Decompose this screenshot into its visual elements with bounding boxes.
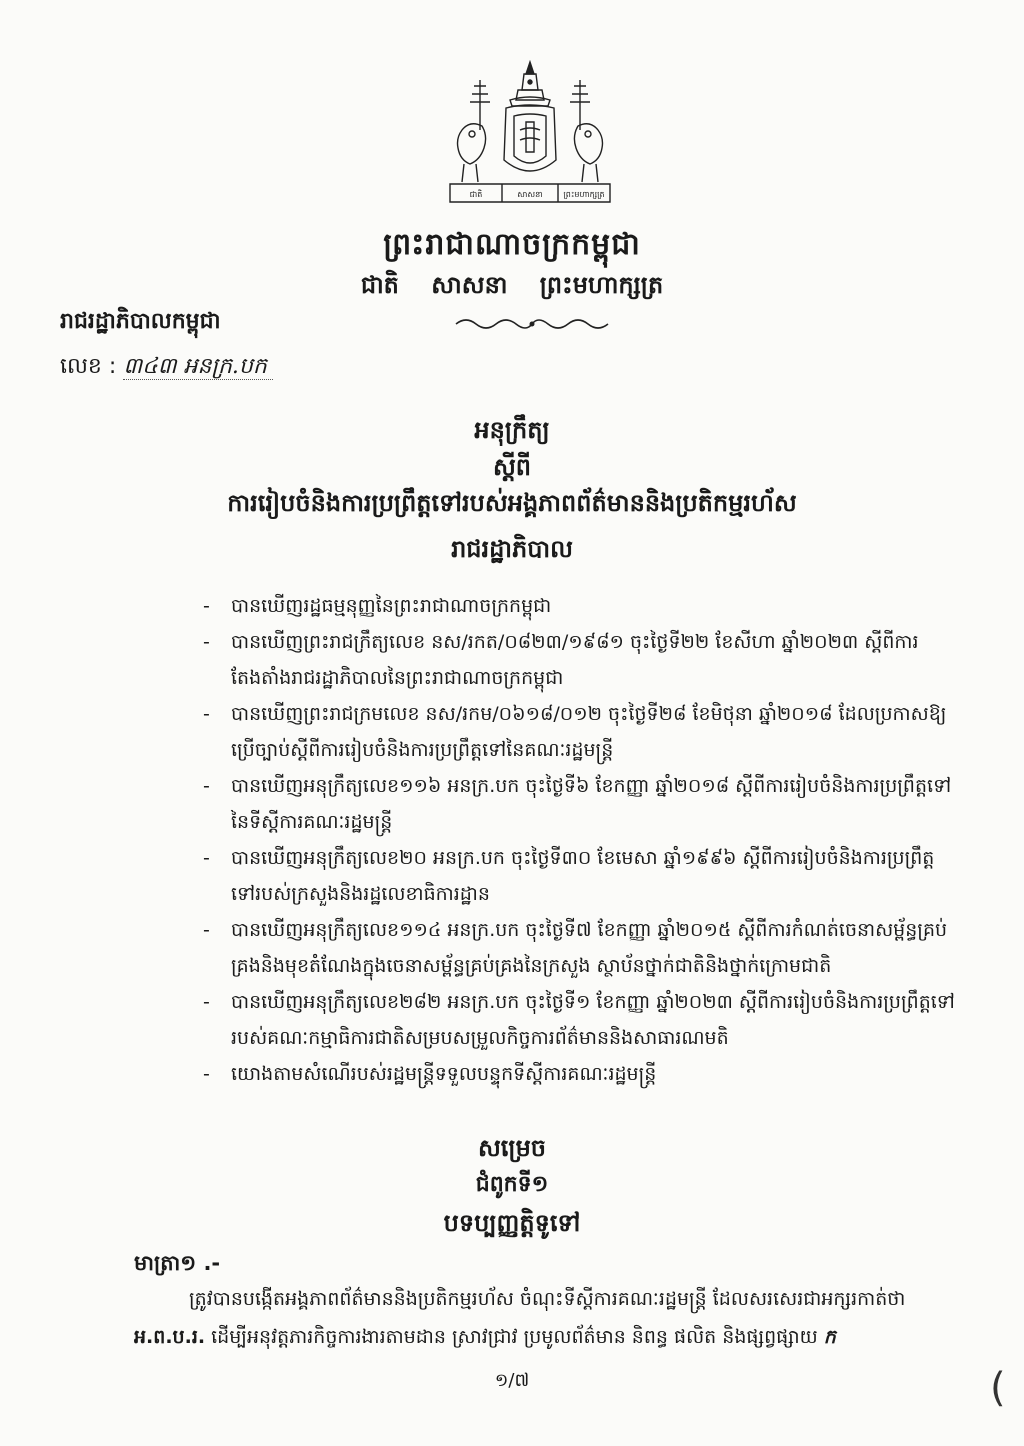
preamble-item: - បានឃើញអនុក្រឹត្យលេខ២០ អនក្រ.បក ចុះថ្ងៃទី៣០ ខែមេសា ឆ្នាំ១៩៩៦ ស្តីពីការរៀបចំនិងការប្រព្រឹត្តទៅរបស់ក្រសួងនិងរដ្ឋលេខាធិការដ្ឋាន [195, 840, 955, 912]
royal-coat-of-arms-icon [440, 60, 620, 210]
reference-number-line [60, 352, 273, 384]
preamble-item: - បានឃើញព្រះរាជក្រឹត្យលេខ នស/រកត/០៨២៣/១៩៨១ ចុះថ្ងៃទី២២ ខែសីហា ឆ្នាំ២០២៣ ស្តីពីការតែងតាំងរាជរដ្ឋាភិបាលនៃព្រះរាជាណាចក្រកម្ពុជា [195, 624, 955, 696]
preamble-item: - បានឃើញរដ្ឋធម្មនុញ្ញនៃព្រះរាជាណាចក្រកម្ពុជា [195, 588, 955, 624]
article-body [134, 1280, 974, 1356]
national-motto: ជាតិ សាសនា ព្រះមហាក្សត្រ [360, 271, 664, 299]
preamble-item: - បានឃើញអនុក្រឹត្យលេខ១១៦ អនក្រ.បក ចុះថ្ងៃទី៦ ខែកញ្ញា ឆ្នាំ២០១៨ ស្តីពីការរៀបចំនិងការប្រព្រឹត្តទៅនៃទីស្តីការគណៈរដ្ឋមន្ត្រី [195, 768, 955, 840]
preamble-item: - បានឃើញព្រះរាជក្រមលេខ នស/រកម/០៦១៨/០១២ ចុះថ្ងៃទី២៨ ខែមិថុនា ឆ្នាំ២០១៨ ដែលប្រកាសឱ្យប្រើច្បាប់ស្តីពីការរៀបចំនិងការប្រព្រឹត្តទៅនៃគណៈរដ្ឋមន្ត្រី [195, 696, 955, 768]
emblem-label-3: ព្រះមហាក្សត្រ [563, 190, 605, 199]
article-text-before: ត្រូវបានបង្កើតអង្គភាពព័ត៌មាននិងប្រតិកម្មរហ័ស ចំណុះទីស្តីការគណៈរដ្ឋមន្ត្រី ដែលសរសេរជាអក្សរកាត់ថា [189, 1288, 906, 1310]
decision-heading: សម្រេច [477, 1134, 547, 1162]
article-abbreviation: អ.ព.ប.រ. [134, 1326, 206, 1348]
handwritten-initial: ក [823, 1326, 836, 1348]
margin-mark: ( [990, 1365, 1006, 1411]
reference-label: លេខ : [60, 354, 117, 379]
title-about: ស្តីពី [492, 453, 532, 481]
issuing-body: រាជរដ្ឋាភិបាល [451, 535, 573, 563]
chapter-title: បទប្បញ្ញត្តិទូទៅ [443, 1209, 581, 1237]
article-text-after: ដើម្បីអនុវត្តភារកិច្ចការងារតាមដាន ស្រាវជ្រាវ ប្រមូលព័ត៌មាន និពន្ធ ផលិត និងផ្សព្វផ្សាយ [211, 1326, 818, 1348]
preamble-item: - បានឃើញអនុក្រឹត្យលេខ១១៤ អនក្រ.បក ចុះថ្ងៃទី៧ ខែកញ្ញា ឆ្នាំ២០១៥ ស្តីពីការកំណត់ចេនាសម្ព័ន្ធគ្រប់គ្រងនិងមុខតំណែងក្នុងចេនាសម្ព័ន្ធគ្រប់គ្រងនៃក្រសួង ស្ថាប័នថ្នាក់ជាតិនិងថ្នាក់ក្រោមជាតិ [195, 912, 955, 984]
issuing-government: រាជរដ្ឋាភិបាលកម្ពុជា [60, 309, 221, 334]
kingdom-heading: ព្រះរាជាណាចក្រកម្ពុជា [383, 227, 641, 262]
emblem-label-2: សាសនា [517, 190, 543, 199]
preamble-item: - យោងតាមសំណើរបស់រដ្ឋមន្ត្រីទទួលបន្ទុកទីស្តីការគណៈរដ្ឋមន្ត្រី [195, 1056, 955, 1092]
document-subject: ការរៀបចំនិងការប្រព្រឹត្តទៅរបស់អង្គភាពព័ត៌មាននិងប្រតិកម្មរហ័ស [227, 489, 797, 517]
emblem-label-1: ជាតិ [469, 190, 483, 199]
reference-number: ៣៤៣ អនក្រ.បក [123, 354, 273, 380]
preamble-item: - បានឃើញអនុក្រឹត្យលេខ២៨២ អនក្រ.បក ចុះថ្ងៃទី១ ខែកញ្ញា ឆ្នាំ២០២៣ ស្តីពីការរៀបចំនិងការប្រព្រឹត្តទៅរបស់គណៈកម្មាធិការជាតិសម្របសម្រួលកិច្ចការព័ត៌មាននិងសាធារណមតិ [195, 984, 955, 1056]
ornament-divider-icon [452, 316, 612, 332]
document-type: អនុក្រឹត្យ [474, 416, 550, 444]
page-number: ១/៧ [494, 1370, 530, 1391]
chapter-heading: ជំពូកទី១ [475, 1172, 549, 1197]
article-label: មាត្រា១ .- [134, 1251, 221, 1275]
preamble-list [195, 588, 955, 1092]
